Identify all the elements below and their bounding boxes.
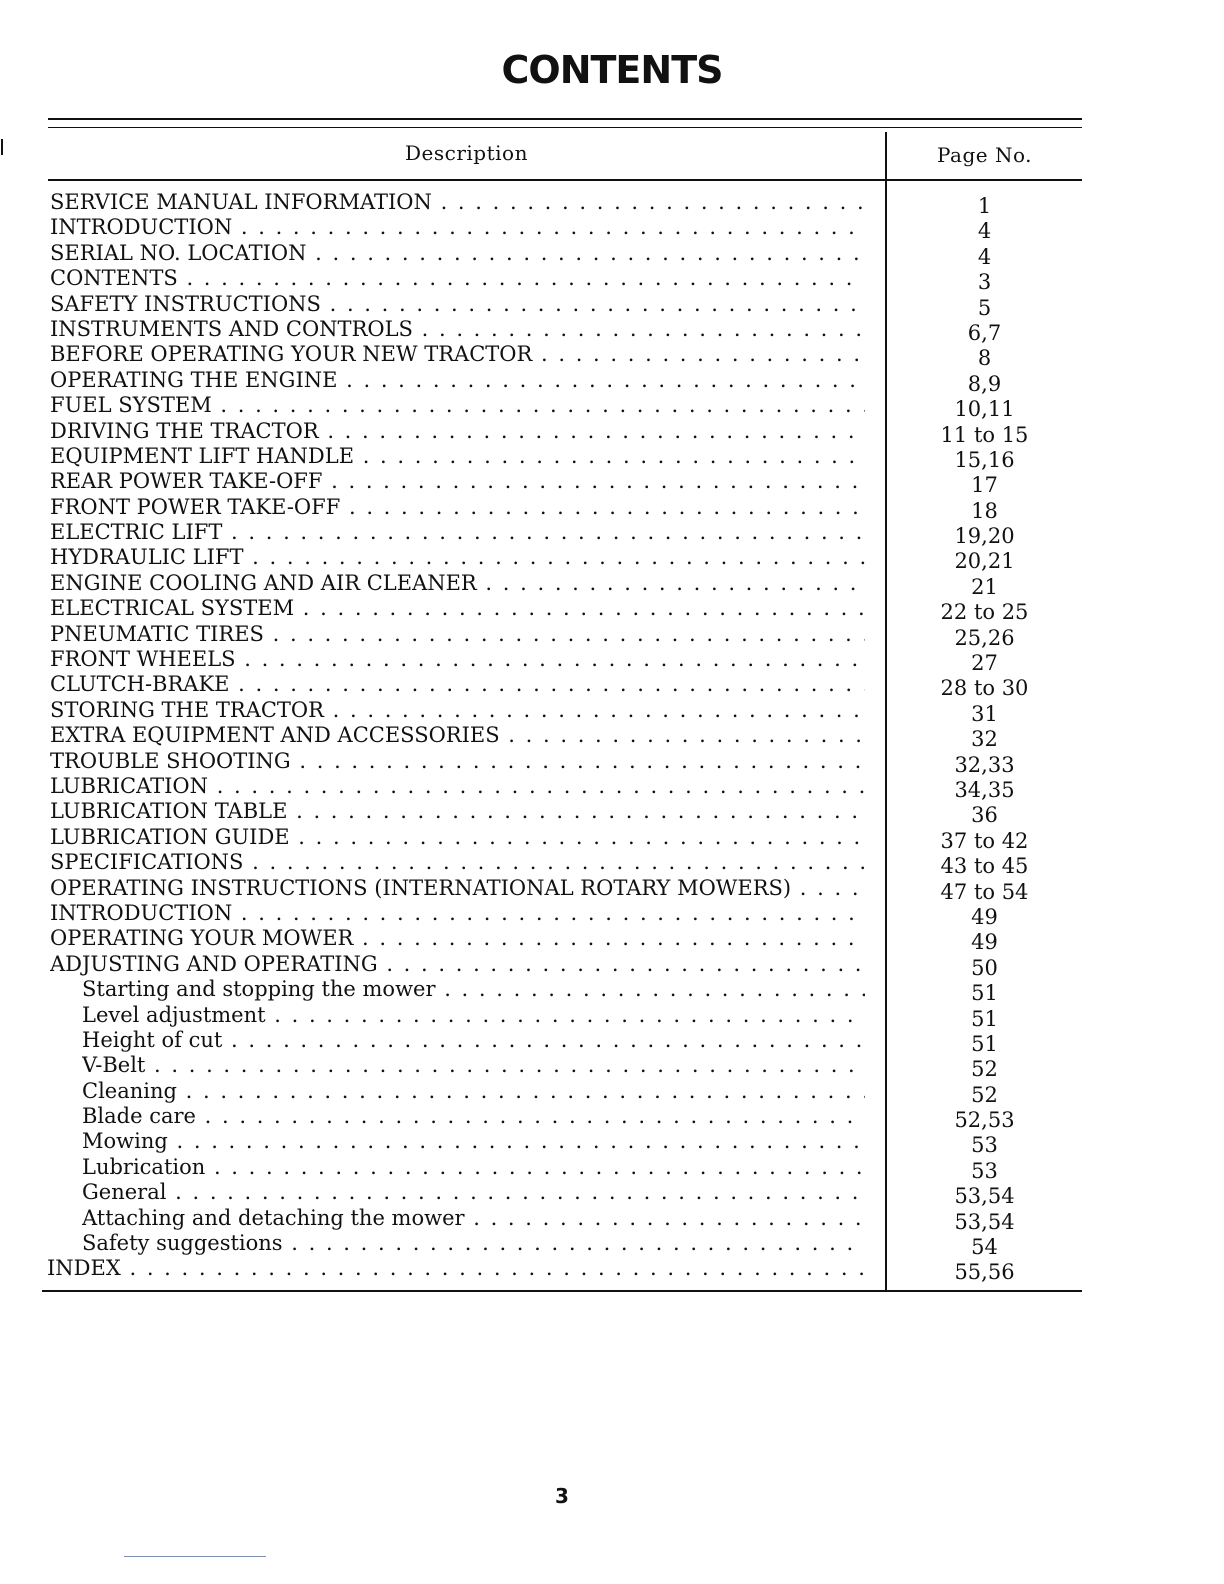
toc-row [50, 240, 1082, 269]
toc-row [50, 951, 1082, 980]
footer-page-number: 3 [555, 1484, 569, 1508]
toc-entry: ADJUSTING AND OPERATING . . . [50, 951, 865, 977]
toc-entry: FUEL SYSTEM . . . [50, 392, 865, 418]
toc-entry: INDEX . . . [47, 1255, 865, 1281]
toc-row [50, 748, 1082, 777]
toc-entry: EXTRA EQUIPMENT AND ACCESSORIES . . . [50, 722, 865, 748]
toc-page: 53,54 [954, 1209, 1015, 1234]
toc-row [50, 1052, 1082, 1082]
toc-page: 3 [977, 270, 992, 295]
toc-page: 8 [977, 346, 992, 371]
toc-row [50, 1154, 1082, 1183]
toc-row [50, 976, 1082, 1006]
toc-page: 52,53 [954, 1108, 1015, 1133]
top-rule-thin [48, 127, 1082, 128]
toc-row [47, 1255, 1082, 1285]
toc-page: 10,11 [954, 397, 1015, 422]
toc-row [50, 341, 1082, 371]
toc-row [50, 544, 1082, 574]
toc-page: 47 to 54 [940, 879, 1029, 904]
toc-entry: OPERATING THE ENGINE . . . [50, 367, 865, 393]
toc-page: 4 [977, 219, 992, 244]
toc-page: 55,56 [954, 1260, 1015, 1285]
toc-row [50, 697, 1082, 726]
toc-subentry: General . . . [82, 1179, 865, 1205]
toc-subentry: Blade care . . . [82, 1103, 865, 1129]
toc-page: 17 [971, 473, 998, 498]
toc-subentry: V-Belt . . . [82, 1052, 865, 1078]
toc-row [50, 214, 1082, 244]
toc-entry: CLUTCH-BRAKE . . . [50, 671, 865, 697]
column-header-description: Description [405, 141, 528, 165]
toc-row [50, 316, 1082, 345]
toc-entry: SPECIFICATIONS . . . [50, 849, 865, 875]
toc-row [50, 900, 1082, 929]
scan-artifact-line [124, 1556, 266, 1557]
toc-row [50, 468, 1082, 498]
toc-page: 1 [977, 194, 992, 218]
toc-entry: FRONT WHEELS . . . [50, 646, 865, 672]
toc-entry: SAFETY INSTRUCTIONS . . . [50, 291, 865, 317]
toc-page: 37 to 42 [940, 828, 1029, 853]
toc-row [50, 824, 1082, 853]
toc-entry: ELECTRIC LIFT . . . [50, 519, 865, 545]
toc-page: 11 to 15 [940, 422, 1029, 447]
table-of-contents [47, 189, 1082, 1285]
top-rule [48, 118, 1082, 120]
toc-subentry: Height of cut . . . [82, 1027, 865, 1053]
toc-page: 15,16 [954, 447, 1015, 472]
toc-entry: ELECTRICAL SYSTEM . . . [50, 595, 865, 621]
toc-row [50, 773, 1082, 802]
toc-entry: INTRODUCTION . . . [50, 900, 865, 926]
toc-page: 20,21 [954, 549, 1015, 574]
toc-page: 8,9 [967, 371, 1002, 396]
toc-page: 19,20 [954, 524, 1015, 549]
toc-row [50, 1205, 1082, 1234]
toc-entry: ENGINE COOLING AND AIR CLEANER . . . [50, 570, 865, 596]
toc-entry: FRONT POWER TAKE-OFF . . . [50, 494, 865, 520]
toc-page: 54 [971, 1235, 998, 1260]
toc-page: 32,33 [954, 752, 1015, 777]
toc-subentry: Level adjustment . . . [82, 1002, 865, 1028]
toc-row [50, 646, 1082, 676]
toc-row [50, 418, 1082, 447]
toc-row [50, 392, 1082, 422]
toc-row [50, 291, 1082, 320]
toc-row [50, 494, 1082, 523]
toc-entry: INSTRUMENTS AND CONTROLS . . . [50, 316, 865, 342]
toc-entry: SERVICE MANUAL INFORMATION . . . [50, 189, 865, 215]
toc-page: 4 [977, 244, 992, 269]
toc-entry: INTRODUCTION . . . [50, 214, 865, 240]
toc-page: 43 to 45 [940, 854, 1029, 879]
scan-edge-mark [1, 139, 3, 155]
toc-row [50, 265, 1082, 295]
toc-page: 22 to 25 [940, 600, 1029, 625]
toc-subentry: Attaching and detaching the mower . . . [82, 1205, 865, 1231]
toc-row [50, 849, 1082, 879]
toc-page: 6,7 [967, 320, 1002, 345]
toc-row [50, 621, 1082, 650]
toc-row [50, 722, 1082, 752]
toc-entry: LUBRICATION TABLE . . . [50, 798, 865, 824]
toc-entry: SERIAL NO. LOCATION . . . [50, 240, 865, 266]
toc-page: 5 [977, 295, 992, 320]
toc-row [50, 925, 1082, 955]
toc-row [50, 570, 1082, 599]
toc-row [50, 519, 1082, 549]
toc-page: 51 [971, 1031, 998, 1056]
toc-page: 27 [971, 651, 998, 676]
toc-row [50, 367, 1082, 396]
toc-row [50, 1027, 1082, 1056]
toc-row [50, 189, 1082, 218]
toc-subentry: Mowing . . . [82, 1128, 865, 1154]
toc-entry: TROUBLE SHOOTING . . . [50, 748, 865, 774]
toc-page: 18 [971, 498, 998, 523]
toc-row [50, 1128, 1082, 1158]
toc-page: 31 [971, 701, 998, 726]
toc-row [50, 798, 1082, 828]
column-header-page-no: Page No. [936, 143, 1033, 167]
toc-entry: LUBRICATION GUIDE . . . [50, 824, 865, 850]
toc-page: 51 [971, 981, 998, 1006]
toc-page: 49 [971, 904, 998, 929]
toc-entry: OPERATING YOUR MOWER . . . [50, 925, 865, 951]
toc-page: 51 [971, 1006, 998, 1031]
toc-row [50, 595, 1082, 625]
toc-subentry: Starting and stopping the mower . . . [82, 976, 865, 1002]
toc-entry: OPERATING INSTRUCTIONS (INTERNATIONAL ROTARY MOWERS) . . . [50, 875, 865, 901]
toc-page: 52 [971, 1082, 998, 1107]
toc-row [50, 671, 1082, 701]
toc-row [50, 875, 1082, 904]
toc-page: 34,35 [954, 777, 1015, 802]
toc-row [50, 443, 1082, 472]
toc-row [50, 1103, 1082, 1133]
toc-entry: CONTENTS . . . [50, 265, 865, 291]
toc-subentry: Cleaning . . . [82, 1078, 865, 1104]
page-title: CONTENTS [501, 48, 723, 92]
toc-page: 49 [971, 930, 998, 955]
toc-subentry: Lubrication . . . [82, 1154, 865, 1180]
toc-entry: EQUIPMENT LIFT HANDLE . . . [50, 443, 865, 469]
toc-page: 36 [971, 803, 998, 828]
toc-row [50, 1230, 1082, 1260]
toc-entry: PNEUMATIC TIRES . . . [50, 621, 865, 647]
toc-subentry: Safety suggestions . . . [82, 1230, 865, 1256]
toc-entry: HYDRAULIC LIFT . . . [50, 544, 865, 570]
toc-page: 21 [971, 574, 998, 599]
toc-entry: REAR POWER TAKE-OFF . . . [50, 468, 865, 494]
toc-page: 28 to 30 [940, 676, 1029, 701]
toc-page: 52 [971, 1057, 998, 1082]
toc-entry: DRIVING THE TRACTOR . . . [50, 418, 865, 444]
toc-entry: BEFORE OPERATING YOUR NEW TRACTOR . . . [50, 341, 865, 367]
header-rule [48, 179, 1082, 181]
toc-row [50, 1179, 1082, 1209]
toc-page: 32 [971, 727, 998, 752]
toc-entry: STORING THE TRACTOR . . . [50, 697, 865, 723]
toc-entry: LUBRICATION . . . [50, 773, 865, 799]
toc-page: 25,26 [954, 625, 1015, 650]
toc-page: 53,54 [954, 1184, 1015, 1209]
toc-row [50, 1078, 1082, 1107]
toc-page: 53 [971, 1133, 998, 1158]
toc-page: 50 [971, 955, 998, 980]
toc-row [50, 1002, 1082, 1031]
toc-page: 53 [971, 1158, 998, 1183]
bottom-rule [42, 1290, 1082, 1292]
